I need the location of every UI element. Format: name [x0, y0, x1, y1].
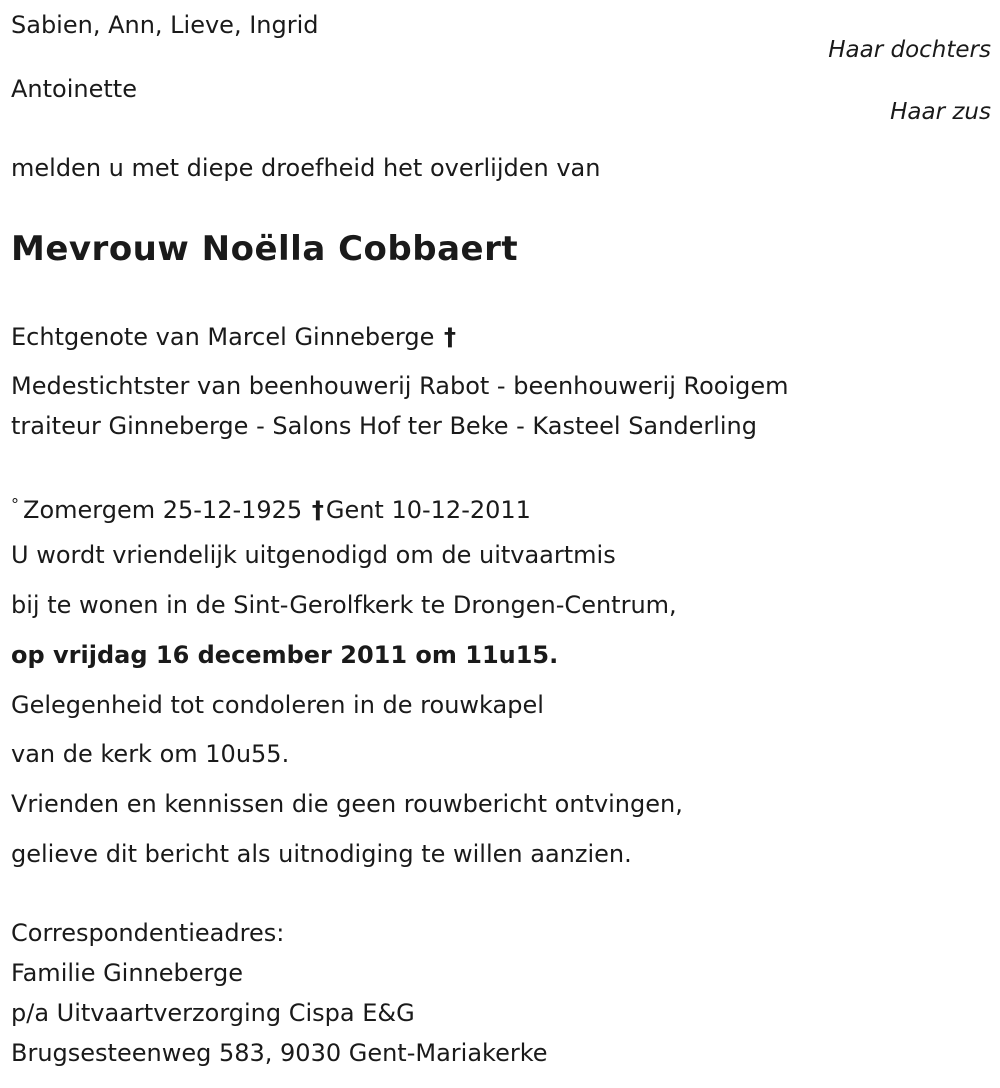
sister-label: Haar zus — [890, 99, 991, 125]
daughters-label: Haar dochters — [828, 37, 991, 63]
daughters-names: Sabien, Ann, Lieve, Ingrid — [11, 11, 319, 39]
correspondence-line-1: Familie Ginneberge — [11, 959, 243, 987]
correspondence-line-3: Brugsesteenweg 583, 9030 Gent-Mariakerke — [11, 1039, 548, 1067]
death-date: Gent 10-12-2011 — [325, 496, 531, 524]
birth-date: Zomergem 25-12-1925 — [23, 496, 303, 524]
death-cross-icon: † — [311, 496, 324, 524]
invitation-line-7: gelieve dit bericht als uitnodiging te willen aanzien. — [11, 840, 632, 868]
invitation-line-5: van de kerk om 10u55. — [11, 740, 290, 768]
sister-name: Antoinette — [11, 75, 137, 103]
invitation-line-2: bij te wonen in de Sint-Gerolfkerk te Drongen-Centrum, — [11, 591, 677, 619]
invitation-line-6: Vrienden en kennissen die geen rouwbericht ontvingen, — [11, 790, 683, 818]
announcement-text: melden u met diepe droefheid het overlijden van — [11, 154, 601, 182]
deceased-name: Mevrouw Noëlla Cobbaert — [11, 229, 519, 269]
correspondence-label: Correspondentieadres: — [11, 919, 285, 947]
correspondence-line-2: p/a Uitvaartverzorging Cispa E&G — [11, 999, 415, 1027]
invitation-line-1: U wordt vriendelijk uitgenodigd om de uitvaartmis — [11, 541, 616, 569]
spouse-line — [11, 322, 458, 352]
birth-symbol-icon: ° — [11, 495, 19, 514]
founder-line-1: Medestichtster van beenhouwerij Rabot - beenhouwerij Rooigem — [11, 372, 789, 400]
cross-icon: † — [443, 323, 456, 351]
invitation-date-time: op vrijdag 16 december 2011 om 11u15. — [11, 641, 559, 669]
invitation-line-4: Gelegenheid tot condoleren in de rouwkapel — [11, 691, 544, 719]
founder-line-2: traiteur Ginneberge - Salons Hof ter Beke - Kasteel Sanderling — [11, 412, 757, 440]
spouse-text: Echtgenote van Marcel Ginneberge — [11, 323, 435, 351]
life-dates — [11, 490, 531, 525]
